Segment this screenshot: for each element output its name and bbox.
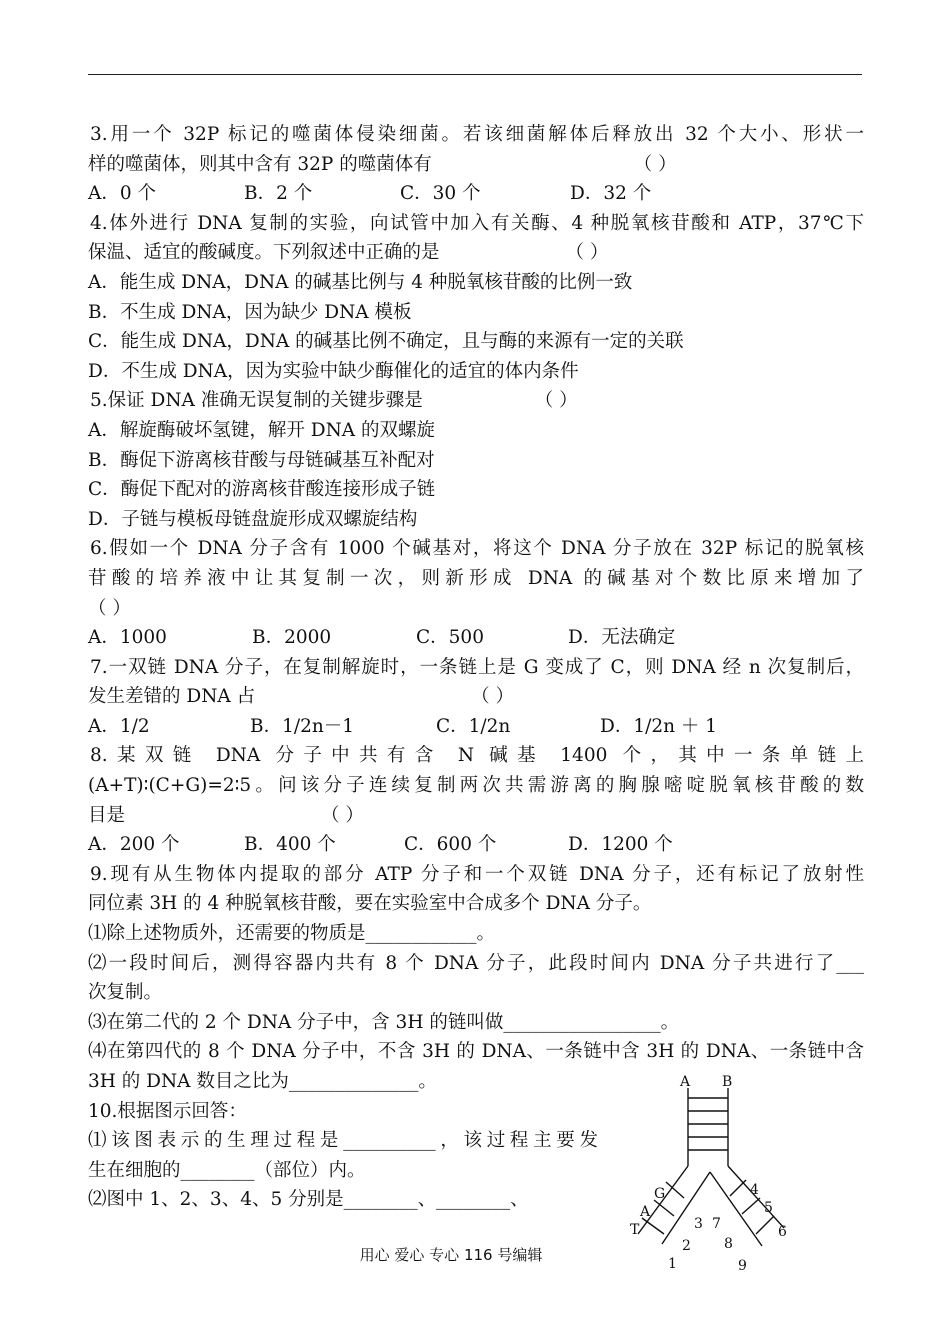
q4-answer-paren: （ ） [565, 242, 609, 264]
label-2: 2 [682, 1238, 691, 1254]
q8-options [88, 830, 864, 860]
q6-options [88, 623, 864, 653]
q3-option-c: C．30 个 [400, 183, 481, 205]
q8-stem-line1: 8.某双链 DNA 分子中共有含 N 碱基 1400 个，其中一条单链上 [90, 745, 864, 767]
label-7: 7 [712, 1216, 721, 1232]
q6-stem-line1: 6.假如一个 DNA 分子含有 1000 个碱基对，将这个 DNA 分子放在 32P 标记的脱氧核 [90, 538, 864, 560]
label-3: 3 [694, 1216, 703, 1232]
q7-option-b: B．1/2n－1 [250, 715, 355, 737]
q5-stem [88, 386, 864, 416]
q9-sub2-line1: ⑵一段时间后，测得容器内共有 8 个 DNA 分子，此段时间内 DNA 分子共进行了___ [88, 952, 864, 974]
q9-sub3: ⑶在第二代的 2 个 DNA 分子中，含 3H 的链叫做_________________。 [88, 1011, 680, 1033]
q8-stem-line2: (A+T)∶(C+G)=2∶5。问该分子连续复制两次共需游离的胸腺嘧啶脱氧核苷酸的数 [88, 775, 864, 797]
q9-sub4-line2: 3H 的 DNA 数目之比为______________。 [88, 1071, 437, 1092]
q5-stem-text: 5.保证 DNA 准确无误复制的关键步骤是 [90, 390, 423, 412]
q3-option-a: A．0 个 [88, 183, 157, 205]
q5-option-d: D．子链与模板母链盘旋形成双螺旋结构 [88, 508, 418, 530]
q10-sub2: ⑵图中 1、2、3、4、5 分别是________、________、 [88, 1189, 529, 1211]
q6-answer-paren: （ ） [88, 597, 131, 619]
label-t: T [630, 1222, 640, 1238]
label-g: G [654, 1186, 666, 1202]
q3-stem-text: 样的噬菌体，则其中含有 32P 的噬菌体有 [88, 153, 432, 175]
q4-stem-line2 [88, 238, 864, 268]
q6-stem-line2: 苷酸的培养液中让其复制一次，则新形成 DNA 的碱基对个数比原来增加了 [88, 567, 864, 589]
exam-content [88, 120, 864, 1215]
q7-stem-line1: 7.一双链 DNA 分子，在复制解旋时，一条链上是 G 变成了 C，则 DNA 经 n 次复制后， [90, 656, 864, 678]
label-6: 6 [778, 1224, 787, 1240]
q6-option-d: D．无法确定 [568, 627, 676, 649]
q7-stem-line2 [88, 682, 864, 712]
q9-sub1: ⑴除上述物质外，还需要的物质是____________。 [88, 923, 496, 945]
q8-option-b: B．400 个 [244, 834, 336, 856]
q3-option-b: B．2 个 [244, 183, 313, 205]
label-4: 4 [750, 1182, 759, 1198]
q7-stem-text: 发生差错的 DNA 占 [88, 686, 256, 708]
q8-stem-text: 目是 [88, 804, 126, 826]
q7-option-d: D．1/2n ＋ 1 [600, 715, 718, 737]
q4-stem-text: 保温、适宜的酸碱度。下列叙述中正确的是 [88, 242, 440, 264]
right-tick [730, 1180, 746, 1196]
footer-text: 用心 爱心 专心 116 号编辑 [359, 1246, 543, 1264]
q9-sub4-line1: ⑷在第四代的 8 个 DNA 分子中，不含 3H 的 DNA、一条链中含 3H 的 DNA、一条链中含 [88, 1041, 864, 1063]
label-5: 5 [764, 1200, 773, 1216]
label-a: A [640, 1204, 651, 1220]
q4-option-c: C．能生成 DNA，DNA 的碱基比例不确定，且与酶的来源有一定的关联 [88, 331, 684, 353]
q4-stem-line1: 4.体外进行 DNA 复制的实验，向试管中加入有关酶、4 种脱氧核苷酸和 ATP，37℃下 [90, 212, 864, 234]
label-b-top: B [722, 1074, 733, 1090]
q7-option-a: A．1/2 [88, 715, 150, 737]
q3-options [88, 179, 864, 209]
q3-answer-paren: （ ） [633, 153, 677, 175]
q8-option-d: D．1200 个 [568, 834, 673, 856]
q5-option-c: C．酶促下配对的游离核苷酸连接形成子链 [88, 479, 436, 501]
q8-option-c: C．600 个 [404, 834, 497, 856]
q9-stem-line1: 9.现有从生物体内提取的部分 ATP 分子和一个双链 DNA 分子，还有标记了放射性 [90, 863, 864, 885]
label-9: 9 [738, 1258, 747, 1274]
right-tick [756, 1216, 774, 1234]
right-tick [742, 1198, 760, 1214]
q4-option-b: B．不生成 DNA，因为缺少 DNA 模板 [88, 301, 412, 323]
q9-sub2-line2: 次复制。 [88, 982, 163, 1004]
header-rule [88, 74, 862, 75]
q7-answer-paren: （ ） [471, 686, 515, 708]
q6-option-b: B．2000 [252, 627, 332, 649]
q8-stem-line3 [88, 801, 864, 831]
label-a-top: A [680, 1074, 691, 1090]
q3-stem-line2 [88, 150, 864, 180]
q8-answer-paren: （ ） [321, 804, 364, 826]
q9-stem-line2: 同位素 3H 的 4 种脱氧核苷酸，要在实验室中合成多个 DNA 分子。 [88, 893, 652, 915]
q8-option-a: A．200 个 [88, 834, 180, 856]
q5-option-b: B．酶促下游离核苷酸与母链碱基互补配对 [88, 449, 435, 471]
q3-option-d: D．32 个 [570, 183, 652, 205]
label-1: 1 [668, 1256, 677, 1272]
q6-option-a: A．1000 [88, 627, 167, 649]
label-8: 8 [724, 1236, 733, 1252]
q6-option-c: C．500 [416, 627, 484, 649]
q4-option-a: A．能生成 DNA，DNA 的碱基比例与 4 种脱氧核苷酸的比例一致 [88, 271, 633, 293]
left-inner-strand [662, 1172, 710, 1244]
q3-stem-line1: 3.用一个 32P 标记的噬菌体侵染细菌。若该细菌解体后释放出 32 个大小、形状一 [90, 124, 864, 145]
q10-stem: 10.根据图示回答： [88, 1100, 247, 1122]
q10-sub1-line2: 生在细胞的________（部位）内。 [88, 1159, 366, 1181]
q7-option-c: C．1/2n [436, 715, 511, 737]
q5-answer-paren: （ ） [534, 390, 578, 412]
page-footer [0, 1244, 950, 1265]
q7-options [88, 712, 864, 742]
left-tick [642, 1218, 664, 1234]
q4-option-d: D．不生成 DNA，因为实验中缺少酶催化的适宜的体内条件 [88, 360, 579, 382]
q10-sub1-line1: ⑴该图表示的生理过程是__________，该过程主要发 [88, 1130, 598, 1152]
q5-option-a: A．解旋酶破坏氢键，解开 DNA 的双螺旋 [88, 419, 436, 441]
